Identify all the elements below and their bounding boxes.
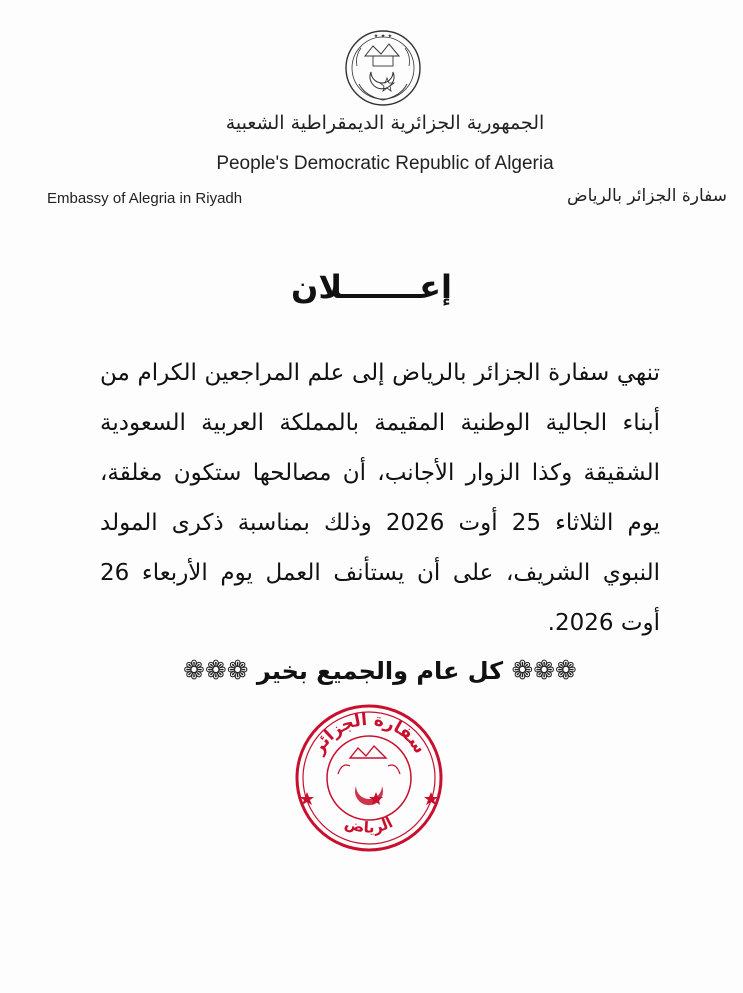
- embassy-name-english: Embassy of Alegria in Riyadh: [47, 190, 243, 207]
- notice-body: [100, 348, 660, 648]
- state-emblem-icon: [343, 26, 423, 112]
- notice-heading: إعـــــــلان: [291, 268, 452, 306]
- stamp-top-text: سفارة الجزائر: [308, 709, 430, 758]
- flower-ornament-icon: ❁❁❁: [183, 656, 249, 686]
- notice-paragraph: تنهي سفارة الجزائر بالرياض إلى علم المراجعين الكرام من أبناء الجالية الوطنية المقيمة بالمملكة العربية السعودية الشقيقة وكذا الزوار الأجانب، أن مصالحها ستكون مغلقة، يوم الثلاثاء 25 أوت 2026 وذلك بمناسبة ذكرى المولد النبوي الشريف، على أن يستأنف العمل يوم الأربعاء 26 أوت 2026.: [100, 360, 661, 636]
- embassy-name-arabic: سفارة الجزائر بالرياض: [567, 186, 727, 206]
- country-name-arabic: الجمهورية الجزائرية الديمقراطية الشعبية: [225, 112, 545, 134]
- embassy-stamp: [294, 696, 444, 856]
- greeting-text: كل عام والجميع بخير: [256, 657, 504, 685]
- greeting-line: [150, 656, 610, 686]
- svg-text:✦ ✦ ✦: ✦ ✦ ✦: [373, 33, 393, 40]
- country-name-english: People's Democratic Republic of Algeria: [216, 153, 554, 174]
- stamp-bottom-text: الرياض: [342, 813, 396, 837]
- flower-ornament-icon: ❁❁❁: [511, 656, 577, 686]
